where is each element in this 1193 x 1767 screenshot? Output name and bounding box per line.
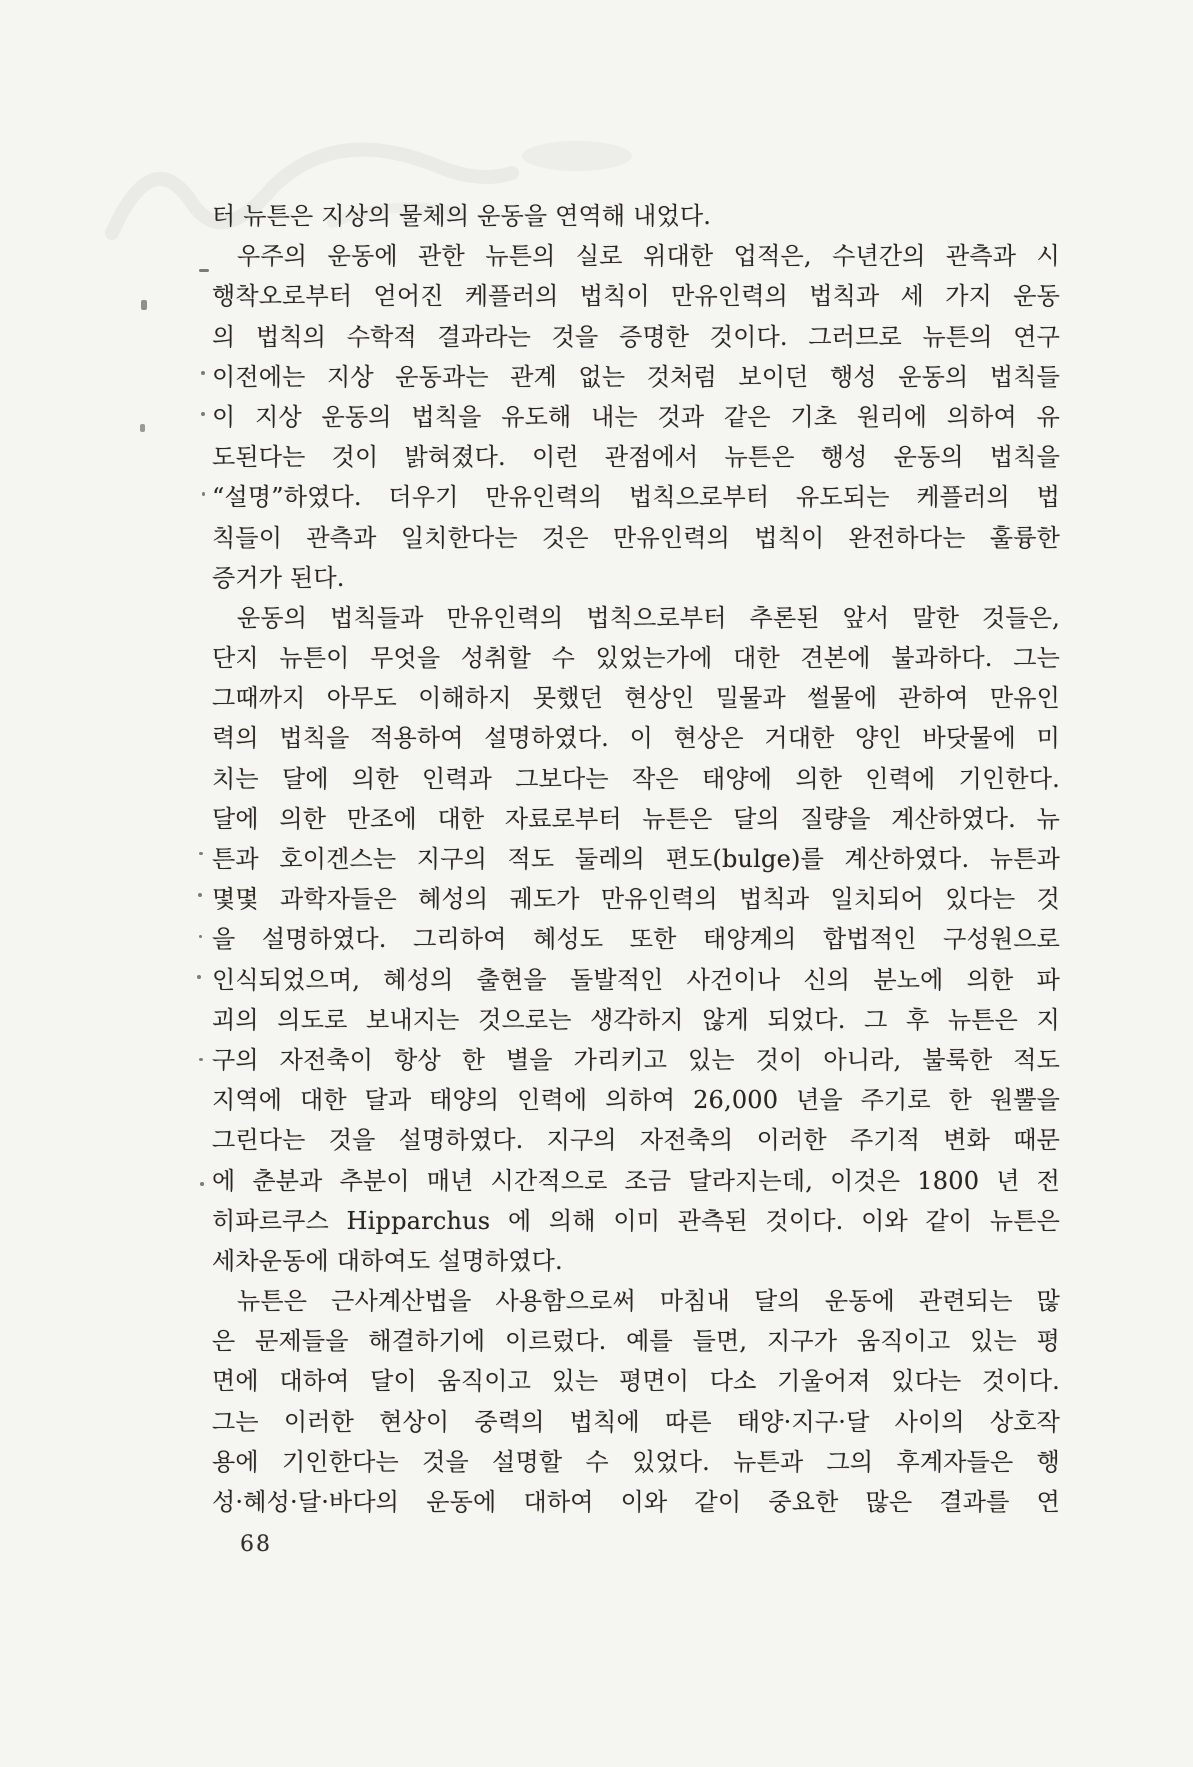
text-line: 용에 기인한다는 것을 설명할 수 있었다. 뉴튼과 그의 후계자들은 행: [212, 1447, 1060, 1476]
text-line: 몇몇 과학자들은 혜성의 궤도가 만유인력의 법칙과 일치되어 있다는 것: [212, 885, 1060, 914]
text-line: 그때까지 아무도 이해하지 못했던 현상인 밀물과 썰물에 관하여 만유인: [212, 684, 1060, 713]
text-line: 력의 법칙을 적용하여 설명하였다. 이 현상은 거대한 양인 바닷물에 미: [212, 724, 1060, 753]
scan-speck: [199, 1058, 203, 1061]
scan-speck: [199, 935, 202, 938]
body-text: [212, 196, 1060, 1522]
text-line: 달에 의한 만조에 대한 자료로부터 뉴튼은 달의 질량을 계산하였다. 뉴: [212, 804, 1060, 833]
text-line: 단지 뉴튼이 무엇을 성취할 수 있었는가에 대한 견본에 불과하다. 그는: [212, 644, 1060, 673]
scan-speck: [197, 975, 201, 979]
text-line: 튼과 호이겐스는 지구의 적도 둘레의 편도(bulge)를 계산하였다. 뉴튼과: [212, 845, 1060, 873]
text-line: 치는 달에 의한 인력과 그보다는 작은 태양에 의한 인력에 기인한다.: [212, 764, 1060, 793]
text-line: 뉴튼은 근사계산법을 사용함으로써 마침내 달의 운동에 관련되는 많: [237, 1287, 1060, 1316]
text-line: 의 법칙의 수학적 결과라는 것을 증명한 것이다. 그러므로 뉴튼의 연구: [212, 322, 1060, 351]
text-line: 면에 대하여 달이 움직이고 있는 평면이 다소 기울어져 있다는 것이다.: [212, 1367, 1060, 1396]
text-line: 증거가 된다.: [212, 563, 345, 592]
text-line: 에 춘분과 추분이 매년 시간적으로 조금 달라지는데, 이것은 1800 년 전: [212, 1166, 1060, 1195]
text-line: 괴의 의도로 보내지는 것으로는 생각하지 않게 되었다. 그 후 뉴튼은 지: [212, 1005, 1060, 1034]
scan-speck: [201, 412, 205, 416]
text-line: 이 지상 운동의 법칙을 유도해 내는 것과 같은 기초 원리에 의하여 유: [212, 402, 1060, 431]
text-line: 인식되었으며, 혜성의 출현을 돌발적인 사건이나 신의 분노에 의한 파: [212, 965, 1060, 994]
text-line: 그는 이러한 현상이 중력의 법칙에 따른 태양·지구·달 사이의 상호작: [212, 1407, 1060, 1436]
scan-speck: [199, 852, 203, 855]
scan-speck: [141, 300, 147, 310]
text-line: “설명”하였다. 더우기 만유인력의 법칙으로부터 유도되는 케플러의 법: [212, 483, 1060, 512]
scan-speck: [201, 371, 205, 375]
text-line: 히파르쿠스 Hipparchus 에 의해 이미 관측된 것이다. 이와 같이 뉴튼은: [212, 1206, 1060, 1235]
text-line: 도된다는 것이 밝혀졌다. 이런 관점에서 뉴튼은 행성 운동의 법칙을: [212, 443, 1060, 472]
text-line: 을 설명하였다. 그리하여 혜성도 또한 태양계의 합법적인 구성원으로: [212, 925, 1060, 954]
scan-speck: [199, 269, 209, 272]
text-line: 지역에 대한 달과 태양의 인력에 의하여 26,000 년을 주기로 한 원뿔을: [212, 1086, 1060, 1115]
scan-speck: [202, 492, 205, 496]
text-line: 행착오로부터 얻어진 케플러의 법칙이 만유인력의 법칙과 세 가지 운동: [212, 282, 1060, 311]
text-line: 터 뉴튼은 지상의 물체의 운동을 연역해 내었다.: [212, 202, 712, 230]
scan-speck: [140, 424, 145, 432]
text-line: 이전에는 지상 운동과는 관계 없는 것처럼 보이던 행성 운동의 법칙들: [212, 362, 1060, 391]
text-line: 성·혜성·달·바다의 운동에 대하여 이와 같이 중요한 많은 결과를 연: [212, 1488, 1060, 1516]
scan-speck: [198, 893, 202, 897]
text-line: 은 문제들을 해결하기에 이르렀다. 예를 들면, 지구가 움직이고 있는 평: [212, 1327, 1060, 1356]
text-line: 세차운동에 대하여도 설명하였다.: [212, 1246, 563, 1275]
text-line: 그린다는 것을 설명하였다. 지구의 자전축의 이러한 주기적 변화 때문: [212, 1126, 1060, 1155]
text-line: 우주의 운동에 관한 뉴튼의 실로 위대한 업적은, 수년간의 관측과 시: [237, 242, 1060, 271]
text-line: 구의 자전축이 항상 한 별을 가리키고 있는 것이 아니라, 불룩한 적도: [212, 1045, 1060, 1074]
page-number: 68: [240, 1532, 272, 1557]
scan-speck: [200, 1182, 204, 1186]
text-line: 칙들이 관측과 일치한다는 것은 만유인력의 법칙이 완전하다는 훌륭한: [212, 523, 1060, 552]
text-line: 운동의 법칙들과 만유인력의 법칙으로부터 추론된 앞서 말한 것들은,: [237, 603, 1060, 632]
